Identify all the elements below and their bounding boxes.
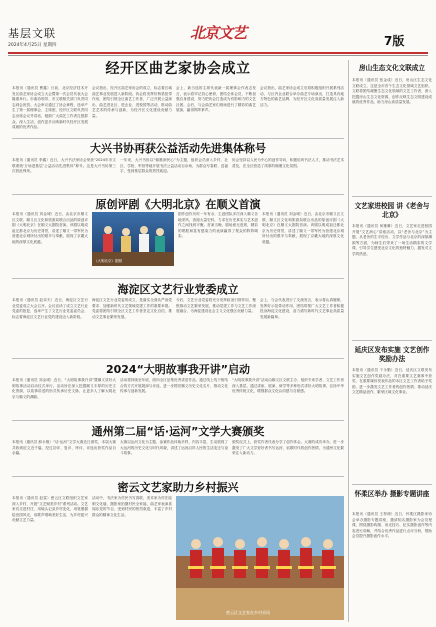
article-body-1a: 本报讯（通讯员 曹鑫）日前，北京经济技术开发区曲艺家协会成立大会暨第一次会员代表大会隆重举行。市曲协领导、市文联相关部门负责同志到会祝贺。大会审议通过了协会章程，选举产生了第一届理事会、主席团，经开区文联负责同志出席会议并讲话，勉励广大曲艺工作者扎根群众、深入生活，创作更多反映新时代经开区发展成就的优秀作品。 (12, 86, 88, 130)
column-separator (348, 60, 349, 622)
article-body-1b: 会议指出，经开区曲艺家协会的成立，标志着区域曲艺事业发展进入新阶段。协会将发挥好桥梁纽带作用，团结引领全区曲艺工作者，广泛开展公益演出、曲艺进社区、进企业、进校园等活动，推动曲艺艺术的传承与创新，为经开区文化建设贡献力量。 (92, 86, 172, 118)
article-title-5: 2024“大明故事我开讲”启动 (105, 363, 251, 376)
village-performance-image (176, 496, 344, 620)
article-body-1c: 会上，新当选的主席代表新一届理事会作表态发言，表示将牢记初心使命，团结全体会员，不断加强自身建设，努力把协会打造成为有影响力的文艺社团。会后，与会曲艺家们现场进行了精彩的曲艺展演，赢得阵阵掌声。 (176, 86, 256, 113)
article-body-7b: 活动中，书法家为村民书写春联，美术家为村庄绘制文化墙，摄影家拍摄村民全家福，曲艺家表演喜闻乐见的节目，受到村民的热烈欢迎，丰富了乡村群众的精神文化生活。 (92, 496, 172, 517)
section-name: 基层文联 (8, 27, 56, 40)
article-body-6a: 本报讯（通讯员 薛永舰）“话·运河”文学大赛近日颁奖，本届大赛共收到征文近千篇，经过初评、复评、终评，评选出获奖作品百余篇。 (12, 440, 116, 456)
page-number: 7版 (384, 34, 405, 48)
date-line: 2024年4月25日 星期四 (8, 43, 57, 48)
photo-caption: 《大明北京》剧照 (94, 259, 122, 263)
right-body-1: 本报讯（通讯员 张金成）近日，房山区生态文化文联成立，这是全市首个生态文化领域文艺组织。文联将团结凝聚生态文化领域的文艺工作者，深入挖掘房山生态文化资源，创作反映生态文明建设成就的优秀作品，助力房山高质量发展。 (352, 78, 432, 105)
article-body-3c: 本报讯（通讯员 刘金城）近日，由北京市顺义区文联、顺义区文化和旅游局联合出品的原创评剧《大明北京》在顺义大剧院首演。该剧以明成祖迁都北京为历史背景，讲述了顺义一带军民为营建北京城所付出的艰辛与奉献，展现了京畿大地的深厚文化底蕴。 (262, 212, 344, 244)
divider (352, 196, 432, 197)
article-body-4a: 本报讯（通讯员 赵卓夫）近日，海淀区文艺行业党委成立大会召开。会议宣读了成立文艺行业党委的批复，选举产生了文艺行业党委委员会，标志着海淀区文艺行业党的建设迈入新阶段。 (12, 298, 88, 319)
article-title-6: 通州第二届“话·运河”文学大赛颁奖 (91, 425, 265, 438)
divider (12, 138, 344, 139)
right-title-1: 房山生态文化文联成立 (359, 64, 425, 72)
right-body-4: 本报讯（通讯员 王梓颜）近日，怀柔区摄影家协会举办摄影专题讲座，邀请知名摄影家为会员授课，围绕摄影构图、用光技巧、纪实摄影创作等内容进行讲解，并结合优秀作品进行点评分析，帮助会员提升摄影创作水平。 (352, 512, 432, 539)
newspaper-logo: 北京文艺 (189, 24, 246, 42)
article-body-5a: 本报讯（通讯员 刘金城）近日，“大明故事我开讲”暨顺义讲好大明故事活动启动仪式举行。活动旨在深入挖掘顺义丰厚的历史文化资源，以故事讲述的形式传承历史文脉，让更多人了解大明北京与顺义的渊源。 (12, 378, 116, 399)
divider (352, 484, 432, 485)
article-body-7a: 本报讯（通讯员 赵雷）密云区文联组织文艺家深入乡村，开展“文艺赋美乡村”系列活动。文艺家们走进村庄，用镜头记录乡村变化，用笔墨描绘田园风光，用歌声唱响美好生活，为乡村振兴贡献文艺力量。 (12, 496, 88, 523)
article-body-2c: 协会坚持以人民为中心的创作导向，积极培育书法人才，推动书法艺术普及，在全区营造了浓厚的翰墨文化氛围。 (232, 158, 344, 168)
article-body-3a: 本报讯（通讯员 刘金城）近日，由北京市顺义区文联、顺义区文化和旅游局联合出品的原创评剧《大明北京》在顺义大剧院首演。该剧以明成祖迁都北京为历史背景，讲述了顺义一带军民为营建北京城所付出的艰辛与奉献，展现了京畿大地的深厚文化底蕴。 (12, 212, 88, 244)
divider (12, 278, 344, 279)
divider (12, 358, 344, 359)
masthead-rule (8, 52, 428, 54)
article-title-3: 原创评剧《大明北京》在顺义首演 (95, 198, 261, 211)
divider (12, 420, 344, 421)
article-body-5c: “大明故事我开讲”活动由顺义区文联主办，组织专家学者、文艺工作者深入基层，通过讲座、展演、研学等多种形式讲好大明故事，弘扬中华优秀传统文化，增强群众文化认同感与自豪感。 (232, 378, 344, 394)
village-photo (176, 496, 344, 620)
article-body-5b: 活动将持续至年底，面向全区征集优秀讲述作品，通过线上线下相结合的方式开展展演与评选，进一步擦亮顺义历史文化名片，推动文化传承与创新发展。 (120, 378, 228, 394)
article-body-3b: 剧作创作历时一年有余，主创团队多次深入顺义各地采风，查阅大量史料，力求在历史真实与艺术创作之间找到平衡。首演当晚，剧场座无虚席，精彩的唱腔和富有感染力的表演赢得了观众的阵阵喝彩。 (178, 212, 258, 239)
article-title-7: 密云文艺家助力乡村振兴 (117, 481, 239, 494)
masthead (0, 0, 436, 60)
article-body-6b: 大赛以运河文化为主题，参赛作品体裁多样，内容丰富，生动展现了大运河的历史文化与时代风貌，讲述了运河沿岸人民的生活变迁与奋斗故事。 (120, 440, 228, 456)
divider (12, 476, 344, 477)
article-body-2b: 一年来，大兴书协以“翰墨润民心”为主题，组织会员深入乡村、社区、学校、军营等地开展书法公益活动百余场，为群众写春联、送福字，受到基层群众的热烈欢迎。 (120, 158, 228, 174)
article-body-1d: 会议指出，曲艺家协会成立后将积极组织开展系列活动，与区内企业联合举办曲艺专场演出，打造具有地方特色的曲艺品牌，为经开区文化高质量发展注入新活力。 (260, 86, 344, 107)
right-title-4: 怀柔区举办 摄影专题讲座 (354, 490, 430, 498)
masthead-thin-rule (8, 55, 428, 56)
article-title-2: 大兴书协再获公益活动先进集体称号 (90, 142, 266, 155)
opera-stage-image (92, 212, 174, 266)
article-body-6c: 颁奖仪式上，获奖作者代表分享了创作体会。大赛的成功举办，进一步激发了广大文学爱好者书写运河、讴歌时代的创作热情，为通州文化繁荣注入新动力。 (232, 440, 344, 456)
article-body-4b: 海淀区文艺行业党委的成立，是落实全面从严治党要求、加强新时代文艺领域党建工作的重要举措。党委将团结引领全区文艺工作者坚定文化自信，推动文艺事业繁荣发展。 (92, 298, 172, 319)
article-title-1: 经开区曲艺家协会成立 (105, 61, 251, 77)
opera-photo (92, 212, 174, 266)
photo-caption: 密云区文艺家在乡村采风 (226, 610, 270, 615)
article-title-4: 海淀区文艺行业党委成立 (117, 283, 239, 296)
right-body-3: 本报讯（通讯员 于永勤）近日，延庆区文联发布实施文艺创作奖励办法，对在重要文艺赛事中获奖、在重要媒体发表作品的本区文艺工作者给予奖励，进一步激发文艺工作者的创作热情，推动延庆文艺精品创作，繁荣区域文化事业。 (352, 368, 432, 395)
article-body-2a: 本报讯（通讯员 李鑫）近日，大兴书法家协会荣获“2024年市文联系统‘万场进基层’公益活动先进集体”称号。这是大兴书协第三次获此殊荣。 (12, 158, 116, 174)
article-body-4c: 今后，文艺行业党委将充分发挥政治引领作用，聚焦推动文艺繁荣发展，推动党建工作与文艺工作深度融合，为海淀建设社会主义文化强区贡献力量。 (176, 298, 256, 314)
right-body-2: 本报讯（通讯员 何雅琳）近日，文艺家走进校园开展“文艺润心”讲座活动，以“老舍与北京”为主题，从老舍的生平经历、文学作品与北京的深厚渊源等方面，为师生们带来了一场生动精彩的文学课，引导学生感受北京文化的独特魅力，激发对文学的热爱。 (352, 224, 432, 256)
divider (12, 194, 344, 195)
right-title-3: 延庆区发布实施 文艺创作奖励办法 (354, 346, 430, 363)
divider (352, 340, 432, 341)
right-title-2: 文艺家进校园 讲《老舍与北京》 (354, 202, 430, 219)
article-body-4d: 会上，与会代表进行了交流发言，表示将认真履职，发挥好示范带动作用，团结带领广大文艺工作者积极投身海淀文化建设，奋力谱写新时代文艺事业高质量发展新篇章。 (260, 298, 344, 319)
